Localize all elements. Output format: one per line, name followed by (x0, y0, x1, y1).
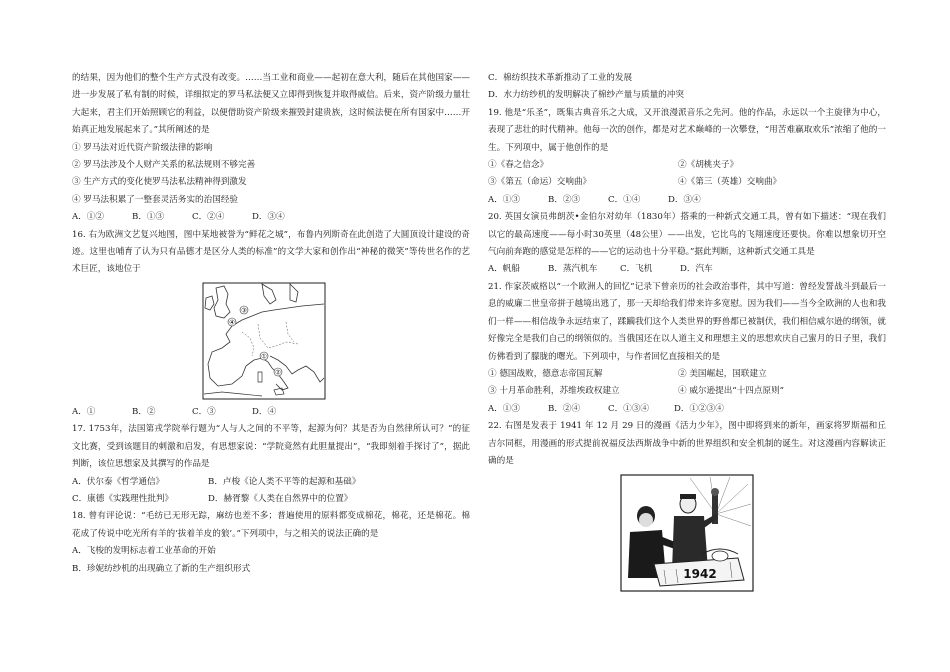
q21-items-row-2 (488, 383, 886, 400)
q22-stem: 22. 右图是发表于 1941 年 12 月 29 日的漫画《活力少年》，图中即将到来的新年，画家将罗斯福和丘吉尔同框，用漫画的形式提前祝福反法西斯战争中新的世界组织和安全机制的诞生。对这漫画内容解读正确的是 (488, 421, 886, 466)
q15-options (72, 209, 470, 226)
q19-options (488, 192, 886, 209)
q18-option-a[interactable]: A．飞梭的发明标志着工业革命的开始 (72, 546, 216, 557)
q20-options (488, 261, 886, 278)
q19-item-3: ③《第五（命运）交响曲》 (488, 177, 592, 188)
q18-option-b[interactable]: B．珍妮纺纱机的出现确立了新的生产组织形式 (72, 563, 251, 574)
q17-options-row-1 (72, 474, 470, 491)
cartoon-year-label: 1942 (683, 567, 717, 582)
q17-stem: 17. 1753年，法国第戎学院举行题为“人与人之间的不平等，起源为何？其是否为自然律所认可？”的征文比赛，受到该题目的刺激和启发，有思想家说：“学院竟然有此胆量提出”，“我即刻着手探讨了”，据此判断，该位思想家及其撰写的作品是 (72, 424, 470, 470)
q19-items-row-2 (488, 174, 886, 191)
q17-option-c[interactable]: C．康德《实践理性批判》 (72, 493, 174, 504)
q16-options (72, 404, 470, 421)
map-label-2: ② (275, 368, 281, 377)
q18-option-c[interactable]: C．棉纺织技术革新推动了工业的发展 (488, 73, 633, 83)
q17-option-d[interactable]: D．赫胥黎《人类在自然界中的位置》 (208, 493, 353, 504)
map-label-4: ④ (229, 318, 235, 327)
q17-options-row-2 (72, 491, 470, 508)
q21-item-2: ② 美国崛起，国联建立 (678, 368, 767, 379)
q15-option-a[interactable]: A．①② (72, 212, 104, 223)
q21-option-a[interactable]: A．①③ (488, 403, 520, 414)
q16-option-d[interactable]: D．④ (252, 406, 277, 417)
right-column (488, 70, 886, 592)
q21-options (488, 401, 886, 418)
q15-statement: ③ 生产方式的变化使罗马法私法精神得到激发 (72, 177, 247, 188)
left-column (72, 70, 470, 578)
q15-statement: ① 罗马法对近代资产阶级法律的影响 (72, 142, 213, 153)
q19-option-b[interactable]: B．②③ (548, 194, 581, 205)
q20-stem: 20. 英国女演员弗朗茨•金伯尔对幼年（1830年）搭乘的一种新式交通工具，曾有如下描述：“现在我们以它的最高速度——每小时30英里（48公里）——出发，它比鸟的飞翔速度还要快。你难以想象切开空气向前奔跑的感觉是怎样的——它的运动也十分平稳。”据此判断，这种新式交通工具是 (488, 212, 886, 258)
q21-item-1: ① 德国战败，德意志帝国瓦解 (488, 368, 603, 379)
q21-item-3: ③ 十月革命胜利，苏维埃政权建立 (488, 386, 620, 397)
q21-option-d[interactable]: D．①②③④ (674, 403, 724, 414)
q18-stem: 18. 曾有评论说：“毛纺已无形无踪，麻纺也差不多；普遍使用的原料都变成棉花，棉花，还是棉花。棉花成了传说中吃光所有羊的‘拔着羊皮的狼’。”下列项中，与之相关的说法正确的是 (72, 511, 470, 539)
q20-option-a[interactable]: A．帆船 (488, 264, 520, 275)
q15-option-b[interactable]: B．①③ (132, 212, 165, 223)
q15-statement: ④ 罗马法积累了一整套灵活务实的治国经验 (72, 194, 239, 205)
renaissance-map-figure (202, 282, 470, 400)
q19-item-2: ②《胡桃夹子》 (678, 160, 739, 171)
q16-option-c[interactable]: C．③ (192, 406, 216, 417)
q15-option-c[interactable]: C．②④ (192, 212, 225, 223)
q15-statement-list (72, 140, 470, 210)
q16-option-b[interactable]: B．② (132, 406, 156, 417)
q19-item-4: ④《第三（英雄）交响曲》 (678, 177, 782, 188)
q20-option-d[interactable]: D．汽车 (680, 264, 713, 275)
q19-item-1: ①《春之信念》 (488, 160, 549, 171)
map-label-3: ③ (241, 306, 247, 315)
q19-option-a[interactable]: A．①③ (488, 194, 520, 205)
q21-option-c[interactable]: C．①③④ (608, 403, 649, 414)
q18-option-d[interactable]: D．水力纺纱机的发明解决了棉纱产量与质量的冲突 (488, 90, 684, 101)
q15-option-d[interactable]: D．③④ (252, 212, 285, 223)
q16-stem: 16. 右为欧洲文艺复兴地图，图中某地被誉为“鲜花之城”，布鲁内列斯奇在此创造了大圆顶设计建设的奇迹。这里也哺育了认为只有品德才是区分人类的标准”的文学大家和创作出“神秘的微笑”等传世名作的艺术巨匠，该地位于 (72, 229, 470, 275)
q19-option-d[interactable]: D．③④ (668, 194, 701, 205)
q21-items-row-1 (488, 366, 886, 383)
map-label-1: ① (261, 352, 267, 361)
q19-items-row-1 (488, 157, 886, 174)
q17-option-a[interactable]: A．伏尔泰《哲学通信》 (72, 476, 165, 487)
q20-option-b[interactable]: B．蒸汽机车 (548, 264, 598, 275)
q21-option-b[interactable]: B．②④ (548, 403, 581, 414)
q17-option-b[interactable]: B．卢梭《论人类不平等的起源和基础》 (208, 476, 361, 487)
q20-option-c[interactable]: C．飞机 (620, 264, 653, 275)
q19-option-c[interactable]: C．①④ (608, 194, 641, 205)
q16-option-a[interactable]: A．① (72, 406, 96, 417)
vigor-youth-cartoon-figure (620, 474, 886, 592)
q15-continuation: 的结果，因为他们的整个生产方式没有改变。……当工业和商业——起初在意大利，随后在其他国家——进一步发展了私有制的时候，详细拟定的罗马私法便又立即得到恢复并取得威信。后来，资产阶级力量壮大起来，君主们开始照顾它的利益，以便借助资产阶级来摧毁封建贵族，这时候法便在所有国家中……开始真正地发展起来了。”其所阐述的是 (72, 73, 470, 136)
vigor-youth-cartoon (620, 474, 754, 592)
europe-renaissance-map (202, 282, 326, 400)
q21-stem: 21. 作家茨威格以“一个欧洲人的回忆”记录下曾亲历的社会政治事件，其中写道：曾经发誓战斗到最后一息的威廉二世皇帝拼于越境出逃了，那一天却给我们带来许多宽慰。因为我们——当今全欧洲的人也和我们一样——相信战争永远结束了，蹂躏我们这个人类世界的野兽都已被制伏，我们相信威尔逊的纲领，就好像完全是我们自己的纲领似的。当俄国还在以人道主义和理想主义的思想欢庆自己蜜月的日子里，我们仿佛看到了朦胧的曙光。下列项中，与作者回忆直接相关的是 (488, 281, 886, 362)
q15-statement: ② 罗马法涉及个人财产关系的私法规则不够完善 (72, 160, 256, 171)
q21-item-4: ④ 威尔逊提出“十四点原则” (678, 386, 785, 397)
q19-stem: 19. 他是“乐圣”，既集古典音乐之大成，又开浪漫派音乐之先河。他的作品，永远以一个主旋律为中心，表现了悲壮的时代精神。他每一次的创作，都是对艺术巅峰的一次攀登，“用苦难赢取欢乐”浓缩了他的一生。下列项中，属于他创作的是 (488, 107, 886, 153)
